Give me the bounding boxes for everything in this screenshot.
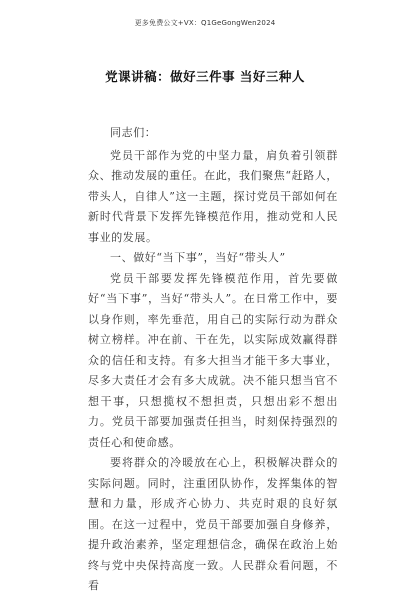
paragraph-intro: 党员干部作为党的中坚力量，肩负着引领群众、推动发展的重任。在此，我们聚焦“赶路人，带头人，自律人”这一主题，探讨党员干部如何在新时代背景下发挥先锋模范作用，推动党和人民事业的发展。 <box>88 148 338 244</box>
document-body <box>88 123 338 597</box>
salutation: 同志们： <box>110 126 157 139</box>
paragraph-section-1-continued: 要将群众的冷暖放在心上，积极解决群众的实际问题。同时，注重团队协作，发挥集体的智慧和力量，形成齐心协力、共克时艰的良好氛围。在这一过程中，党员干部要加强自身修养，提升政治素养，坚定理想信念，确保在政治上始终与党中央保持高度一致。人民群众看问题，不看 <box>88 456 338 592</box>
document-title: 党课讲稿：做好三件事 当好三种人 <box>105 69 305 84</box>
section-heading-1: 一、做好“当下事”，当好“带头人” <box>110 251 286 264</box>
header-note: 更多免费公文+VX：Q1GeGongWen2024 <box>134 19 276 27</box>
paragraph-section-1: 党员干部要发挥先锋模范作用，首先要做好“当下事”，当好“带头人”。在日常工作中，要以身作则，率先垂范，用自己的实际行动为群众树立榜样。冲在前、干在先，以实际成效赢得群众的信任和支持。有多大担当才能干多大事业，尽多大责任才会有多大成就。决不能只想当官不想干事，只想揽权不想担责，只想出彩不想出力。党员干部要加强责任担当，时刻保持强烈的责任心和使命感。 <box>88 271 338 449</box>
